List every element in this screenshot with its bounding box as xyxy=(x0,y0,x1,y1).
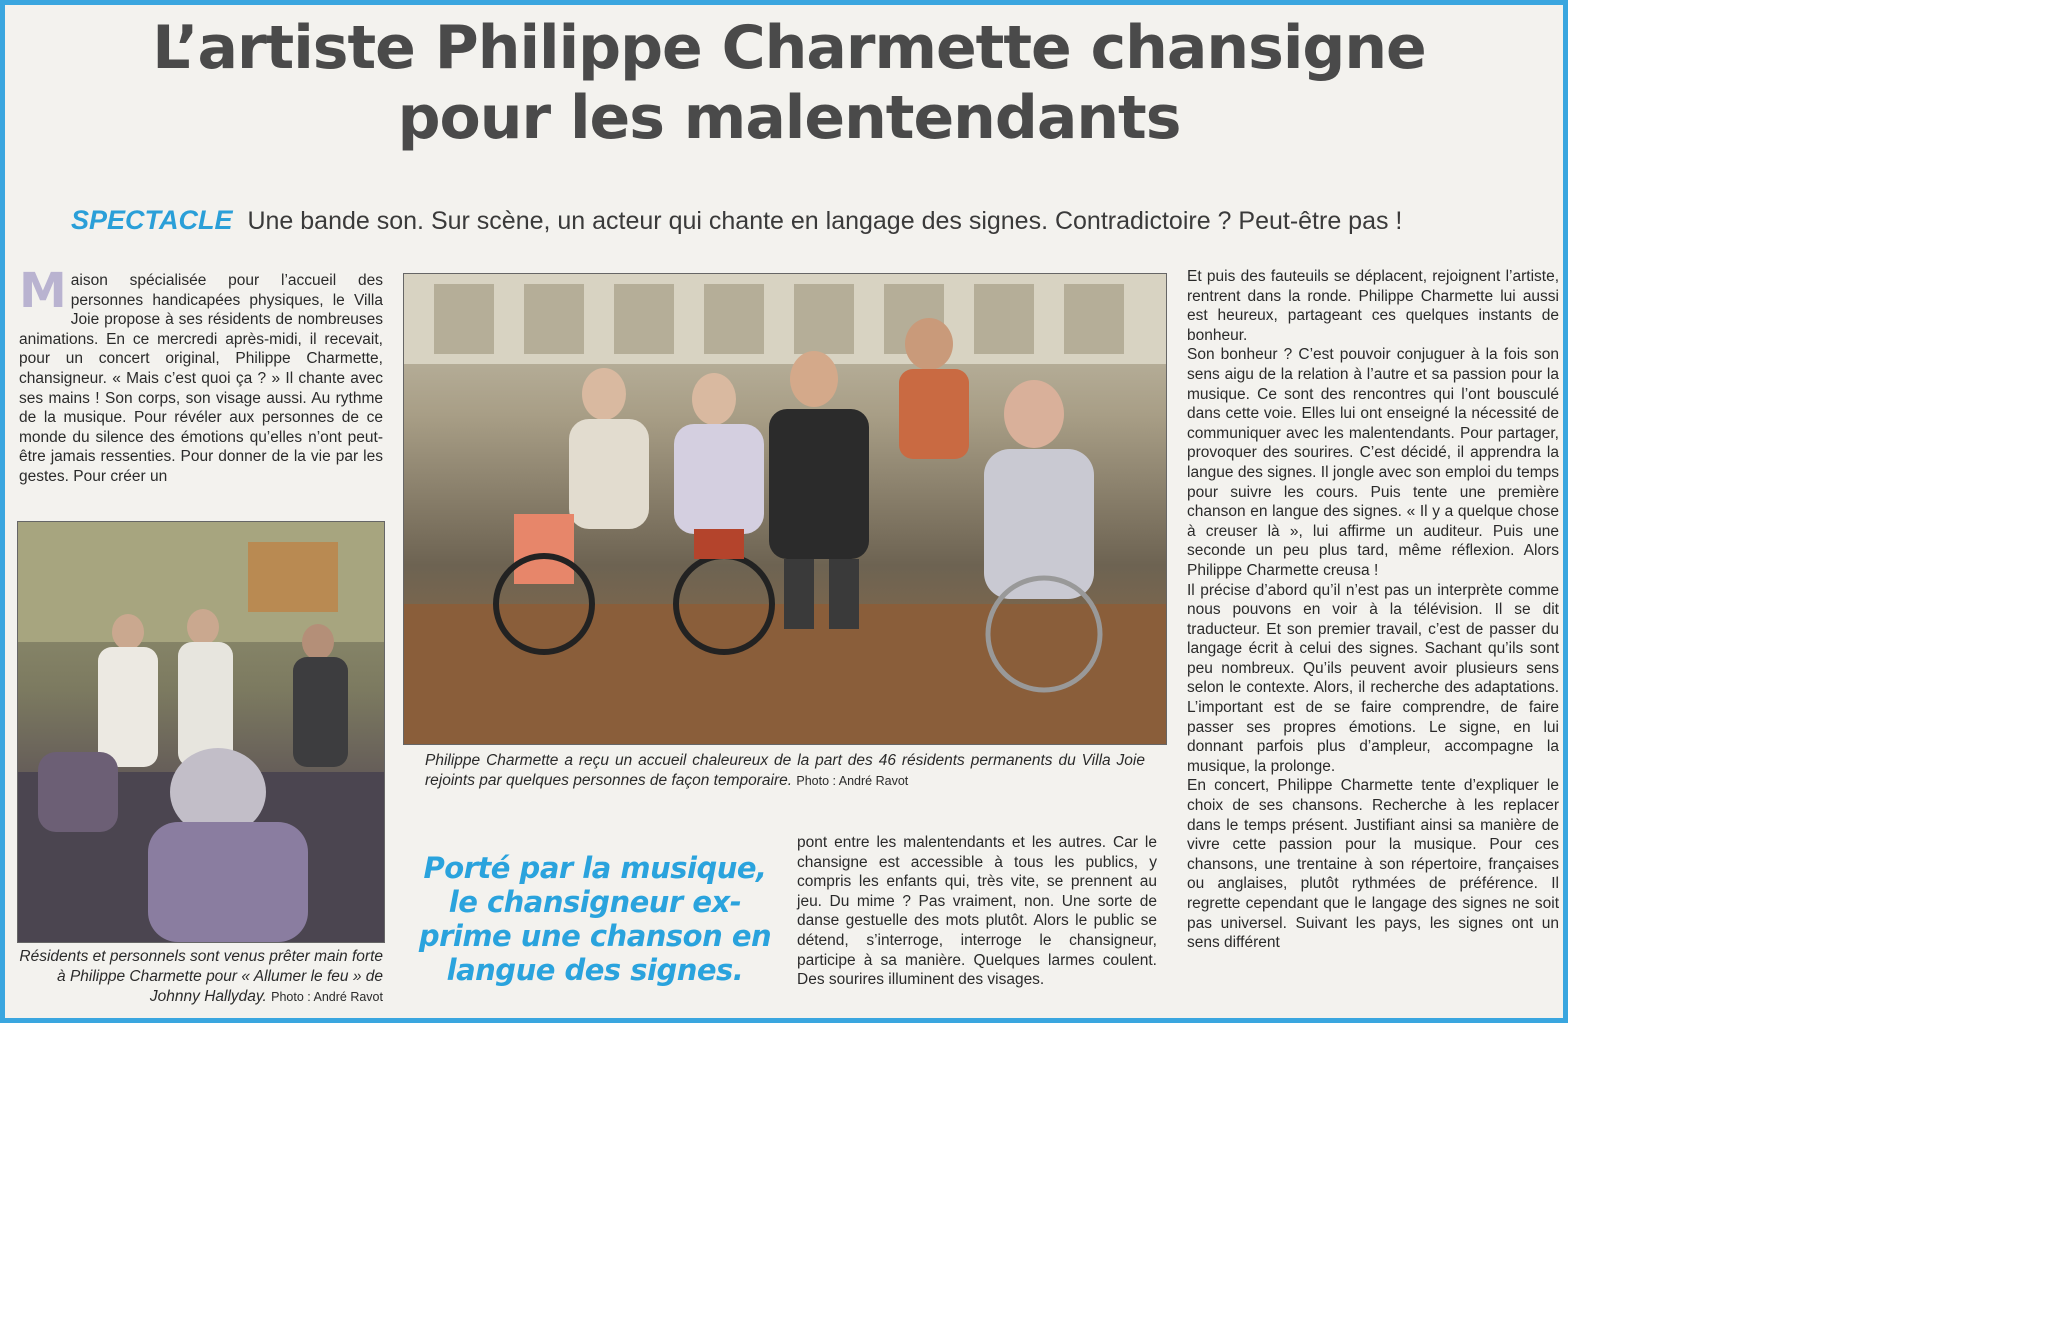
pull-quote-line-2: le chansigneur ex- xyxy=(448,885,742,919)
pull-quote-line-4: langue des signes. xyxy=(446,953,744,987)
main-photo xyxy=(403,273,1167,745)
column-3-paragraph-4: En concert, Philippe Charmette tente d’expliquer le choix de ses chansons. Recherche à les replacer dans le temps présent. Justifiant ainsi sa manière de vivre cette passion pour la musique. Pour ces chansons, une trentaine à son répertoire, françaises ou anglaises, plutôt rythmées de préférence. Il regrette cependant que le langage des signes ne soit pas universel. Suivant les pays, les signes ont un sens différent xyxy=(1187,777,1559,952)
column-3-paragraph-1: Et puis des fauteuils se déplacent, rejoignent l’artiste, rentrent dans la ronde. Philippe Charmette lui aussi est heureux, partageant ces quelques instants de bonheur. xyxy=(1187,268,1559,344)
section-tag: SPECTACLE xyxy=(71,205,233,235)
column-2-text: pont entre les malentendants et les autres. Car le chansigne est accessible à tous les publics, y compris les enfants qui, très vite, se prennent au jeu. Du mime ? Pas vraiment, non. Une sorte de danse gestuelle des mots plutôt. Alors le public se détend, s’interroge, interroge le chansigneur, participe à sa manière. Quelques larmes coulent. Des sourires illuminent des visages. xyxy=(797,834,1157,989)
article-column-1 xyxy=(19,263,383,487)
secondary-photo-caption xyxy=(19,947,383,1007)
secondary-photo xyxy=(17,521,385,943)
pull-quote-line-3: prime une chanson en xyxy=(418,919,772,953)
headline-line-2: pour les malentendants xyxy=(397,83,1181,153)
secondary-caption-text: Résidents et personnels sont venus prêter main forte à Philippe Charmette pour « Allumer le feu » de Johnny Hallyday. xyxy=(19,948,383,1005)
residents-scene-illustration xyxy=(18,522,384,942)
main-photo-caption xyxy=(425,751,1145,791)
article-column-2 xyxy=(797,833,1157,990)
concert-scene-illustration xyxy=(404,274,1166,744)
column-3-paragraph-3: Il précise d’abord qu’il n’est pas un interprète comme nous pouvons en voir à la télévision. Il se dit traducteur. Et son premier travail, c’est de passer du langage écrit à celui des signes. Sachant qu’ils sont peu nombreux. Qu’ils peuvent avoir plusieurs sens selon le contexte. Alors, il recherche des adaptations. L’important est de se faire comprendre, de faire passer ses propres émotions. Le signe, en lui donnant parfois plus d’ampleur, accompagne la musique, la prolonge. xyxy=(1187,581,1559,775)
article-headline xyxy=(45,13,1533,153)
article-kicker xyxy=(71,205,1531,236)
pull-quote-line-1: Porté par la musique, xyxy=(423,851,767,885)
secondary-photo-credit: Photo : André Ravot xyxy=(271,990,383,1004)
main-caption-text: Philippe Charmette a reçu un accueil chaleureux de la part des 46 résidents permanents du Villa Joie rejoints par quelques personnes de façon temporaire. xyxy=(425,752,1145,789)
headline-line-1: L’artiste Philippe Charmette chansigne xyxy=(152,13,1426,83)
main-photo-credit: Photo : André Ravot xyxy=(796,774,909,788)
kicker-text: Une bande son. Sur scène, un acteur qui chante en langage des signes. Contradictoire ? Peut-être pas ! xyxy=(247,207,1403,235)
column-3-paragraph-2: Son bonheur ? C’est pouvoir conjuguer à la fois son sens aigu de la relation à l’autre et sa passion pour la musique. Ce sont des rencontres qui l’ont bousculé dans cette voie. Elles lui ont enseigné la nécessité de communiquer avec les malentendants. Pour partager, provoquer des sourires. C’est décidé, il apprendra la langue des signes. Il jongle avec son emploi du temps pour suivre les cours. Puis tente une première chanson en langue des signes. « Il y a quelque chose à creuser là », lui affirme un auditeur. Puis une seconde un peu plus tard, même réflexion. Alors Philippe Charmette creusa ! xyxy=(1187,346,1559,579)
column-1-text: aison spécialisée pour l’accueil des personnes handicapées physiques, le Villa Joie propose à ses résidents de nombreuses animations. En ce mercredi après-midi, il recevait, pour un concert original, Philippe Charmette, chansigneur. « Mais c’est quoi ça ? » Il chante avec ses mains ! Son corps, son visage aussi. Au rythme de la musique. Pour révéler aux personnes de ce monde du silence des émotions qu’elles n’ont peut-être jamais ressenties. Pour donner de la vie par les gestes. Pour créer un xyxy=(19,272,383,485)
article-column-3 xyxy=(1187,267,1559,953)
pull-quote xyxy=(405,851,785,987)
drop-cap: M xyxy=(19,263,67,319)
